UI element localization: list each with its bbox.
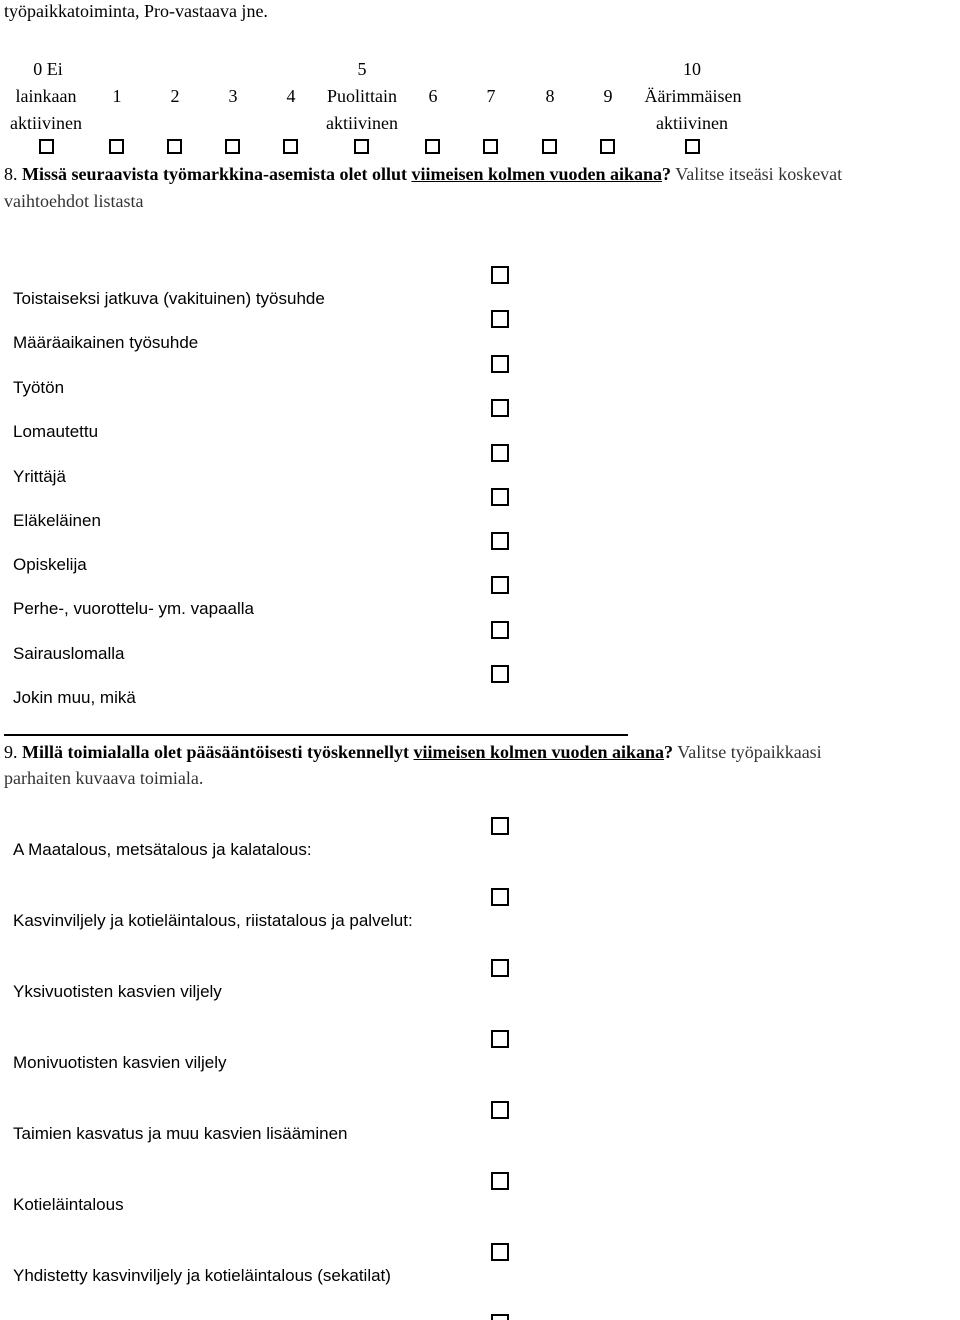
q8-option-0: Toistaiseksi jatkuva (vakituinen) työsuhde [13, 289, 325, 308]
q9-bold-underlined: viimeisen kolmen vuoden aikana [413, 742, 665, 762]
q8-bold-text: Missä seuraavista työmarkkina-asemista olet ollut [22, 164, 412, 184]
q9-checkbox-4[interactable] [491, 1101, 509, 1119]
q9-checkbox-2[interactable] [491, 959, 509, 977]
q8-option-2: Työtön [13, 378, 65, 397]
q9-option-5: Kotieläintalous [13, 1195, 124, 1214]
q8-checkbox-1[interactable] [491, 310, 509, 328]
q8-instruction-1: Valitse itseäsi koskevat [671, 164, 843, 184]
q8-checkbox-8[interactable] [491, 621, 509, 639]
q9-checkbox-5[interactable] [491, 1172, 509, 1190]
q8-option-4: Yrittäjä [13, 467, 66, 486]
q9-checkbox-7-partial[interactable] [491, 1314, 509, 1320]
q8-checkbox-6[interactable] [491, 532, 509, 550]
q9-option-6: Yhdistetty kasvinviljely ja kotieläintalous (sekatilat) [13, 1266, 391, 1285]
scale-checkbox-5[interactable] [354, 139, 369, 154]
scale-checkbox-0[interactable] [39, 139, 54, 154]
q8-option-7: Perhe-, vuorottelu- ym. vapaalla [13, 599, 254, 618]
q8-option-5: Eläkeläinen [13, 511, 101, 530]
q9-checkbox-3[interactable] [491, 1030, 509, 1048]
scale-label-10-line1: 10 [683, 59, 701, 79]
q9-instruction-2: parhaiten kuvaava toimiala. [4, 768, 204, 788]
q9-option-2: Yksivuotisten kasvien viljely [13, 982, 222, 1001]
scale-checkbox-2[interactable] [167, 139, 182, 154]
scale-label-6: 6 [428, 86, 438, 106]
q8-checkbox-5[interactable] [491, 488, 509, 506]
scale-label-3: 3 [228, 86, 238, 106]
q9-option-3: Monivuotisten kasvien viljely [13, 1053, 227, 1072]
scale-checkbox-7[interactable] [483, 139, 498, 154]
scale-label-1: 1 [112, 86, 122, 106]
q9-heading [4, 741, 822, 763]
scale-label-5-line2: Puolittain [326, 86, 398, 106]
scale-checkbox-10[interactable] [685, 139, 700, 154]
scale-label-7: 7 [486, 86, 496, 106]
q8-option-3: Lomautettu [13, 422, 99, 441]
q8-option-8: Sairauslomalla [13, 644, 125, 663]
q8-option-1: Määräaikainen työsuhde [13, 333, 199, 352]
q8-bold-underlined: viimeisen kolmen vuoden aikana [411, 164, 663, 184]
scale-label-10-line3: aktiivinen [656, 113, 728, 133]
q8-instruction-2: vaihtoehdot listasta [4, 191, 144, 211]
scale-label-9: 9 [603, 86, 613, 106]
scale-checkbox-8[interactable] [542, 139, 557, 154]
q8-checkbox-0[interactable] [491, 266, 509, 284]
q9-question-mark: ? [664, 742, 674, 762]
q9-instruction-1: Valitse työpaikkaasi [673, 742, 822, 762]
q8-heading [4, 163, 842, 185]
q9-option-1: Kasvinviljely ja kotieläintalous, riistatalous ja palvelut: [13, 911, 413, 930]
q8-checkbox-9[interactable] [491, 665, 509, 683]
scale-checkbox-9[interactable] [600, 139, 615, 154]
q9-checkbox-1[interactable] [491, 888, 509, 906]
scale-label-2: 2 [170, 86, 180, 106]
q8-checkbox-7[interactable] [491, 576, 509, 594]
scale-label-0-line1: 0 Ei [33, 59, 63, 79]
scale-label-0-line3: aktiivinen [10, 113, 82, 133]
scale-label-10-line2: Äärimmäisen [644, 86, 742, 106]
other-answer-line[interactable] [4, 734, 628, 736]
scale-label-4: 4 [286, 86, 296, 106]
q8-checkbox-2[interactable] [491, 355, 509, 373]
scale-label-5-line3: aktiivinen [326, 113, 398, 133]
q9-number: 9. [4, 742, 18, 762]
scale-checkbox-6[interactable] [425, 139, 440, 154]
scale-checkbox-1[interactable] [109, 139, 124, 154]
scale-label-8: 8 [545, 86, 555, 106]
q9-bold-text: Millä toimialalla olet pääsääntöisesti työskennellyt [22, 742, 414, 762]
q8-option-6: Opiskelija [13, 555, 87, 574]
q9-checkbox-6[interactable] [491, 1243, 509, 1261]
q9-checkbox-0[interactable] [491, 817, 509, 835]
scale-label-0-line2: lainkaan [15, 86, 77, 106]
q8-question-mark: ? [662, 164, 672, 184]
intro-line: työpaikkatoiminta, Pro-vastaava jne. [4, 1, 268, 21]
scale-checkbox-3[interactable] [225, 139, 240, 154]
q8-option-9: Jokin muu, mikä [13, 688, 136, 707]
q8-checkbox-4[interactable] [491, 444, 509, 462]
q9-option-4: Taimien kasvatus ja muu kasvien lisääminen [13, 1124, 348, 1143]
q9-option-0: A Maatalous, metsätalous ja kalatalous: [13, 840, 312, 859]
scale-checkbox-4[interactable] [283, 139, 298, 154]
q8-number: 8. [4, 164, 18, 184]
q8-checkbox-3[interactable] [491, 399, 509, 417]
scale-label-5-line1: 5 [357, 59, 367, 79]
